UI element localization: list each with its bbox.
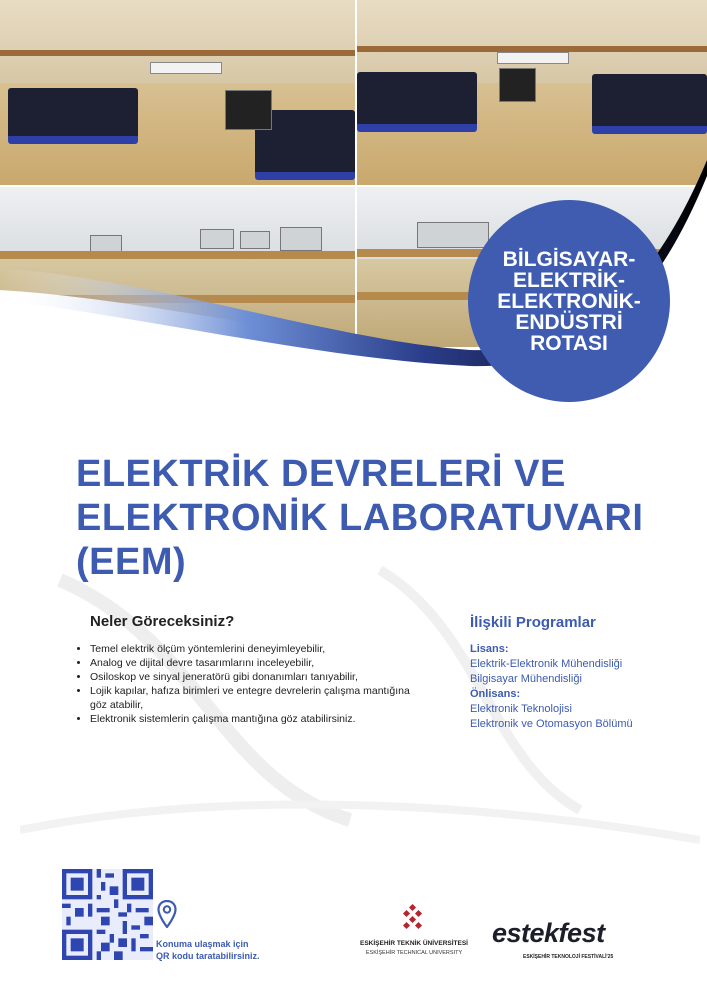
list-item: • Osiloskop ve sinyal jeneratörü gibi donanımları tanıyabilir, — [90, 670, 420, 684]
route-line: ENDÜSTRİ — [515, 310, 623, 334]
title-line: (EEM) — [76, 541, 187, 583]
list-item: • Analog ve dijital devre tasarımlarını inceleyebilir, — [90, 656, 420, 670]
route-line: ELEKTRİK- — [513, 268, 625, 292]
onlisans-label: Önlisans: — [470, 688, 521, 700]
qr-caption — [156, 938, 260, 962]
university-logo-icon — [396, 903, 428, 935]
qr-caption-line: Konuma ulaşmak için — [156, 939, 249, 949]
university-name: ESKİŞEHİR TEKNİK ÜNİVERSİTESİ — [360, 940, 468, 947]
program-item: Bilgisayar Mühendisliği — [470, 673, 582, 685]
estekfest-logo: estekfest — [492, 918, 605, 948]
what-you-see-heading: Neler Göreceksiniz? — [90, 613, 235, 630]
page-title — [76, 452, 676, 584]
title-line: ELEKTRİK DEVRELERİ VE — [76, 453, 566, 495]
what-you-see-list — [76, 642, 420, 726]
list-item: • Temel elektrik ölçüm yöntemlerini deneyimleyebilir, — [90, 642, 420, 656]
program-item: Elektronik ve Otomasyon Bölümü — [470, 718, 633, 730]
title-line: ELEKTRONİK LABORATUVARI — [76, 497, 644, 539]
route-line: ELEKTRONİK- — [497, 289, 641, 313]
qr-caption-line: QR kodu taratabilirsiniz. — [156, 951, 260, 961]
program-item: Elektronik Teknolojisi — [470, 703, 572, 715]
list-item: • Elektronik sistemlerin çalışma mantığına göz atabilirsiniz. — [90, 712, 420, 726]
route-badge-text — [497, 249, 641, 354]
related-programs-list — [470, 642, 700, 732]
route-line: ROTASI — [530, 331, 608, 355]
program-item: Elektrik-Elektronik Mühendisliği — [470, 658, 623, 670]
list-item: • Lojik kapılar, hafıza birimleri ve entegre devrelerin çalışma mantığına göz atabilir, — [90, 684, 420, 712]
related-programs-heading: İlişkili Programlar — [470, 614, 596, 631]
festival-subtitle: ESKİŞEHİR TEKNOLOJİ FESTİVALİ'25 — [523, 954, 614, 960]
university-name-en: ESKİŞEHİR TECHNICAL UNIVERSITY — [365, 950, 463, 956]
lisans-label: Lisans: — [470, 643, 509, 655]
route-line: BİLGİSAYAR- — [502, 247, 636, 271]
route-badge — [468, 200, 670, 402]
location-pin-icon — [157, 900, 177, 928]
qr-code[interactable] — [62, 869, 153, 960]
